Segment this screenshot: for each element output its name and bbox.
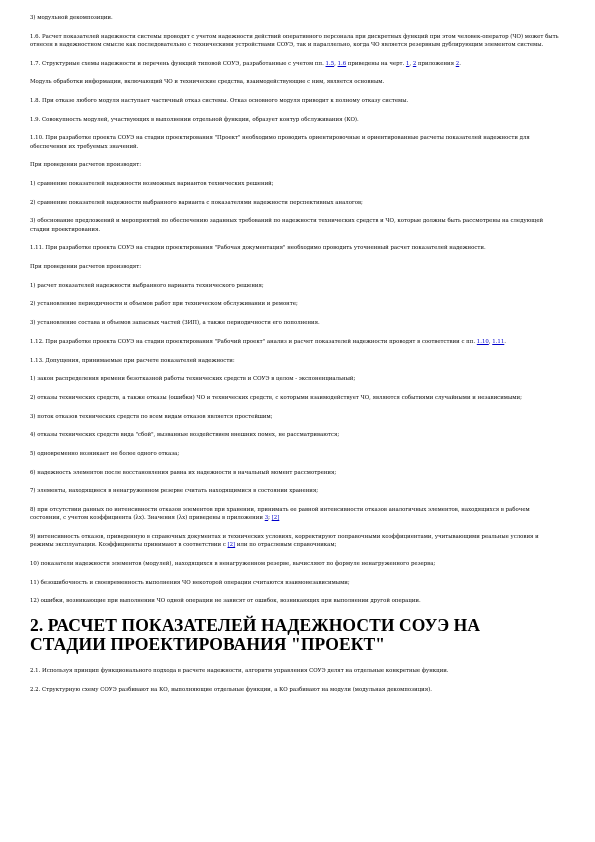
paragraph-calc-intro-2: При проведении расчетов производят: [30,264,142,271]
paragraph-2-2: 2.2. Структурную схему СОУЭ разбивают на КО, выполняющие отдельные функции, а КО разбивают на модули (модульная декомпозиция). [30,686,432,693]
paragraph-info-module: Модуль обработки информации, включающий ЧО и технические средства, взаимодействующие с ним, является основным. [30,79,385,86]
paragraph-1-13: 1.13. Допущения, принимаемые при расчете показателей надежности: [30,357,235,364]
assumption-12: 12) ошибки, возникающие при выполнении ЧО одной операции не зависят от ошибок, возникающих при выполнении другой операции. [30,598,421,605]
paragraph-calc-intro-1: При проведении расчетов производят: [30,162,142,169]
assumption-2: 2) отказы технических средств, а также отказы (ошибки) ЧО и технических средств, с которыми взаимодействует ЧО, являются событиями случайными и независимыми; [30,394,522,401]
link-1-5[interactable]: 1.5 [325,60,335,67]
link-ref-2[interactable]: [2] [271,515,280,522]
section-heading-2: 2. РАСЧЕТ ПОКАЗАТЕЛЕЙ НАДЕЖНОСТИ СОУЭ НА СТАДИИ ПРОЕКТИРОВАНИЯ "ПРОЕКТ" [30,615,481,655]
link-1-11[interactable]: 1.11 [492,338,505,345]
link-1-6[interactable]: 1.6 [337,60,347,67]
paragraph-3-modular: 3) модульной декомпозиции. [30,15,113,21]
assumption-5: 5) одновременно возникает не более одного отказа; [30,451,180,458]
paragraph-1-9: 1.9. Совокупность модулей, участвующих в выполнении отдельной функции, образует контур обслуживания (КО). [30,116,359,123]
paragraph-1-8: 1.8. При отказе любого модуля наступает частичный отказ системы. Отказ основного модуля приводит к полному отказу системы. [30,98,409,105]
assumption-7: 7) элементы, находящиеся в ненагруженном резерве считать находящимися в состоянии хранения; [30,488,319,495]
assumption-1: 1) закон распределения времени безотказной работы технических средств и СОУЭ в целом - экспоненциальный; [30,376,356,383]
link-1-10[interactable]: 1.10 [476,338,489,345]
link-appendix-3[interactable]: 3 [264,515,269,522]
assumption-10: 10) показатели надежности элементов (модулей), находящихся в ненагруженном резерве, вычисляют по формуле ненагруженного резерва; [30,561,436,567]
paragraph-1-10: 1.10. При разработке проекта СОУЭ на стадии проектирования "Проект" необходимо проводить ориентировочные и ориентированные расчеты показателей надежности для обеспечения их требуемых значений. [30,135,530,150]
assumption-9: 9) интенсивность отказов, приведенную в справочных документах и технических условиях, корректируют поправочными коэффициентами, учитывающими реальные условия и режимы эксплуатации. Коэффициенты принимают в соответствии с [2] или по отраслевым справочникам; [30,534,539,549]
document-page [30,14,560,705]
assumption-6: 6) надежность элементов после восстановления равна их надежности в начальный момент рассмотрения; [30,469,337,476]
link-drawing-1[interactable]: 1 [405,60,410,67]
paragraph-1-6: 1.6. Расчет показателей надежности системы проводят с учетом надежности действий оперативного персонала при дискретных функций при этом человек-оператор (ЧО) может быть отнесен в надежностном смысле как последовательно с техническими устройствами СОУЭ, так и параллельно, когда ЧО является резервным дублирующим элементом системы. [30,33,559,48]
paragraph-calc2-item-3: 3) установление состава и объемов запасных частей (ЗИП), а также периодичности его пополнения. [30,320,320,327]
paragraph-calc-item-3: 3) обоснование предложений и мероприятий по обеспечению заданных требований по надежности технических средств и ЧО, которые должны быть рассмотрены на следующей стадии проектирования. [30,218,544,233]
paragraph-calc-item-1: 1) сравнение показателей надежности возможных вариантов технических решений; [30,181,274,188]
paragraph-calc2-item-1: 1) расчет показателей надежности выбранного варианта технического решения; [30,282,264,289]
assumption-4: 4) отказы технических средств вида "сбой", вызванные воздействием внешних помех, не рассматриваются; [30,432,340,439]
paragraph-1-7: 1.7. Структурные схемы надежности и перечень функций типовой СОУЭ, разработанные с учетом пп. 1.5, 1.6 приведены на черт. 1, 2 приложения 2. [30,60,461,67]
paragraph-1-11: 1.11. При разработке проекта СОУЭ на стадии проектирования "Рабочая документация" необходимо проводить уточненный расчет показателей надежности. [30,245,486,252]
paragraph-calc2-item-2: 2) установление периодичности и объемов работ при техническом обслуживании и ремонте; [30,301,298,308]
paragraph-2-1: 2.1. Используя принцип функционального подхода в расчете надежности, алгоритм управления СОУЭ делят на отдельные конкретные функции. [30,668,449,675]
paragraph-calc-item-2: 2) сравнение показателей надежности выбранного варианта с показателями надежности перспективных аналогов; [30,199,363,206]
link-ref-2b[interactable]: [2] [227,542,236,549]
assumption-8: 8) при отсутствии данных по интенсивности отказов элементов при хранении, принимать ее равной интенсивности отказов аналогичных элементов, находящихся в рабочем состоянии, с учетом коэффициента (λх). Значения (λх) приведены в приложении 3; [2] [30,507,530,522]
assumption-11: 11) безошибочность и своевременность выполнения ЧО некоторой операции считаются взаимонезависимыми; [30,579,350,586]
assumption-3: 3) поток отказов технических средств по всем видам отказов является простейшим; [30,413,273,420]
link-appendix-2[interactable]: 2 [455,60,460,67]
link-drawing-2[interactable]: 2 [412,60,417,67]
paragraph-1-12: 1.12. При разработке проекта СОУЭ на стадии проектирования "Рабочий проект" анализ и расчет показателей надежности проводят в соответствии с пп. 1.10, 1.11. [30,338,506,345]
